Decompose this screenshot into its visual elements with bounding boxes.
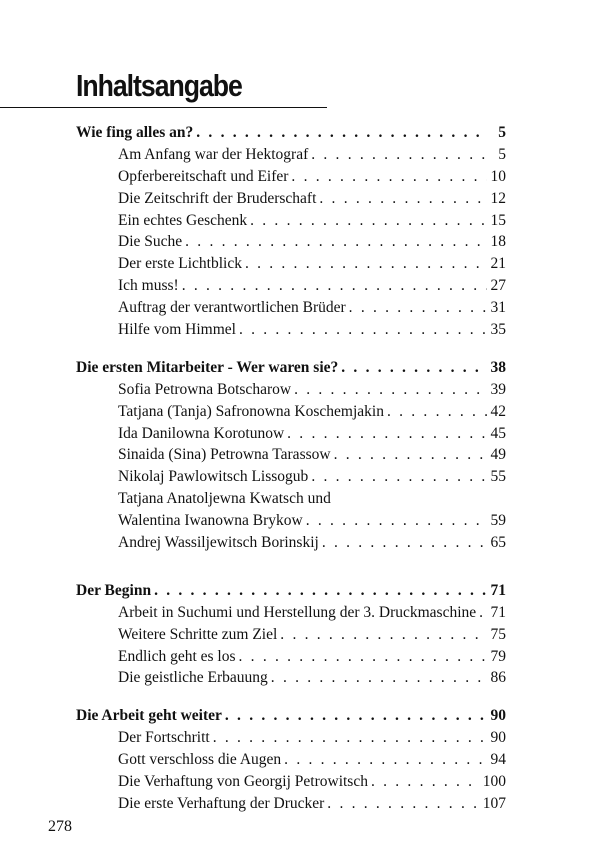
toc-entry-title: Sinaida (Sina) Petrowna Tarassow — [118, 446, 331, 464]
toc-section-3 — [76, 580, 506, 689]
dot-leader — [185, 231, 487, 253]
dot-leader — [349, 297, 487, 319]
dot-leader — [371, 771, 480, 793]
dot-leader — [287, 423, 487, 445]
toc-entry-title: Tatjana Anatoljewna Kwatsch und — [118, 490, 331, 508]
dot-leader — [280, 624, 487, 646]
dot-leader — [245, 253, 487, 275]
toc-entry-title: Opferbereitschaft und Eifer — [118, 167, 289, 185]
toc-entry-title: Gott verschloss die Augen — [118, 751, 282, 769]
dot-leader — [479, 602, 487, 624]
dot-leader — [196, 122, 487, 144]
toc-entry-page: 100 — [482, 773, 506, 791]
toc-entry-page: 49 — [490, 446, 506, 464]
toc-entry-title: Auftrag der verantwortlichen Brüder — [118, 299, 346, 317]
toc-entry-page: 27 — [490, 277, 506, 295]
toc-entry[interactable] — [76, 444, 506, 466]
toc-entry-page: 42 — [490, 402, 506, 420]
toc-entry[interactable] — [76, 297, 506, 319]
toc-entry[interactable] — [76, 749, 506, 771]
toc-entry-title: Tatjana (Tanja) Safronowna Koschemjakin — [118, 402, 384, 420]
toc-entry[interactable] — [76, 231, 506, 253]
dot-leader — [239, 319, 487, 341]
toc-entry-page: 45 — [490, 424, 506, 442]
toc-entry[interactable] — [76, 793, 506, 815]
toc-entry-page: 59 — [490, 512, 506, 530]
dot-leader — [250, 210, 487, 232]
toc-entry-title: Weitere Schritte zum Ziel — [118, 625, 278, 643]
page-title: Inhaltsangabe — [76, 68, 242, 103]
dot-leader — [284, 749, 487, 771]
dot-leader — [387, 401, 487, 423]
dot-leader — [154, 580, 487, 602]
toc-entry-page: 21 — [490, 255, 506, 273]
toc-entry-title: Die Suche — [118, 233, 183, 251]
toc-heading[interactable] — [76, 705, 506, 727]
toc-entry-title: Die Zeitschrift der Bruderschaft — [118, 189, 317, 207]
toc-entry-page: 39 — [490, 380, 506, 398]
toc-entry[interactable] — [76, 771, 506, 793]
toc-entry[interactable] — [76, 253, 506, 275]
toc-entry-title: Der Fortschritt — [118, 729, 210, 747]
dot-leader — [271, 667, 487, 689]
toc-entry-page: 94 — [490, 751, 506, 769]
title-underline — [0, 107, 327, 108]
toc-entry-title: Die geistliche Erbauung — [118, 669, 268, 687]
dot-leader — [319, 188, 487, 210]
dot-leader — [311, 466, 487, 488]
toc-heading[interactable] — [76, 580, 506, 602]
toc-entry[interactable] — [76, 667, 506, 689]
toc-entry-page: 90 — [490, 729, 506, 747]
toc-heading-title: Die Arbeit geht weiter — [76, 707, 222, 725]
dot-leader — [225, 705, 487, 727]
toc-entry[interactable] — [76, 188, 506, 210]
toc-entry-title: Hilfe vom Himmel — [118, 321, 236, 339]
toc-entry[interactable] — [76, 624, 506, 646]
toc-heading-page: 71 — [490, 581, 506, 599]
toc-entry[interactable] — [76, 144, 506, 166]
toc-entry-title: Sofia Petrowna Botscharow — [118, 380, 292, 398]
toc-entry-page: 31 — [490, 299, 506, 317]
toc-entry-page: 107 — [482, 794, 506, 812]
dot-leader — [341, 357, 487, 379]
toc-heading-page: 90 — [490, 707, 506, 725]
dot-leader — [294, 379, 487, 401]
toc-entry-page: 35 — [490, 321, 506, 339]
toc-heading-title: Wie fing alles an? — [76, 124, 194, 141]
toc-entry[interactable] — [76, 602, 506, 624]
toc-heading-page: 38 — [490, 358, 506, 376]
toc-entry[interactable] — [76, 466, 506, 488]
toc-entry-page: 18 — [490, 233, 506, 251]
toc-entry-page: 15 — [490, 211, 506, 229]
toc-section-1 — [76, 122, 506, 341]
dot-leader — [291, 166, 487, 188]
toc-entry[interactable] — [76, 401, 506, 423]
toc-entry-title: Die Verhaftung von Georgij Petrowitsch — [118, 773, 368, 791]
toc-entry-page: 55 — [490, 468, 506, 486]
toc-entry[interactable] — [76, 646, 506, 668]
dot-leader — [322, 532, 487, 554]
toc-entry-page: 65 — [490, 534, 506, 552]
toc-entry-title: Walentina Iwanowna Brykow — [118, 512, 303, 530]
page-number: 278 — [48, 818, 72, 835]
dot-leader — [239, 646, 487, 668]
toc-entry[interactable] — [76, 319, 506, 341]
toc-entry-title: Andrej Wassiljewitsch Borinskij — [118, 534, 319, 552]
toc-entry-title: Der erste Lichtblick — [118, 255, 242, 273]
toc-entry-title: Ein echtes Geschenk — [118, 211, 248, 229]
toc-entry[interactable] — [76, 166, 506, 188]
toc-entry-title: Nikolaj Pawlowitsch Lissogub — [118, 468, 309, 486]
toc-entry-page: 86 — [490, 669, 506, 687]
dot-leader — [334, 444, 487, 466]
toc-entry[interactable] — [76, 510, 506, 532]
toc-entry[interactable] — [76, 532, 506, 554]
toc-entry-title: Endlich geht es los — [118, 647, 236, 665]
toc-heading[interactable] — [76, 357, 506, 379]
toc-entry[interactable] — [76, 210, 506, 232]
toc-section-4 — [76, 705, 506, 814]
toc-entry-page: 5 — [498, 145, 506, 163]
toc-entry[interactable] — [76, 727, 506, 749]
toc-entry[interactable] — [76, 379, 506, 401]
toc-entry-page: 71 — [490, 603, 506, 621]
toc-entry-page: 10 — [490, 167, 506, 185]
table-of-contents — [76, 122, 506, 831]
toc-entry-page: 12 — [490, 189, 506, 207]
toc-heading-title: Die ersten Mitarbeiter - Wer waren sie? — [76, 358, 339, 376]
toc-entry-title: Am Anfang war der Hektograf — [118, 145, 309, 163]
toc-entry-title: Ich muss! — [118, 277, 179, 295]
dot-leader — [182, 275, 487, 297]
toc-heading-page: 5 — [498, 124, 506, 141]
toc-entry-title: Ida Danilowna Korotunow — [118, 424, 285, 442]
toc-entry-title: Die erste Verhaftung der Drucker — [118, 794, 325, 812]
toc-section-2 — [76, 357, 506, 554]
toc-entry-page: 75 — [490, 625, 506, 643]
toc-entry[interactable] — [76, 275, 506, 297]
dot-leader — [327, 793, 479, 815]
dot-leader — [311, 144, 487, 166]
toc-entry-page: 79 — [490, 647, 506, 665]
toc-entry-title: Arbeit in Suchumi und Herstellung der 3. Druckmaschine — [118, 603, 477, 621]
toc-entry[interactable] — [76, 423, 506, 445]
dot-leader — [306, 510, 487, 532]
toc-heading[interactable] — [76, 122, 506, 144]
toc-heading-title: Der Beginn — [76, 581, 152, 599]
toc-entry[interactable] — [76, 488, 506, 510]
dot-leader — [213, 727, 487, 749]
